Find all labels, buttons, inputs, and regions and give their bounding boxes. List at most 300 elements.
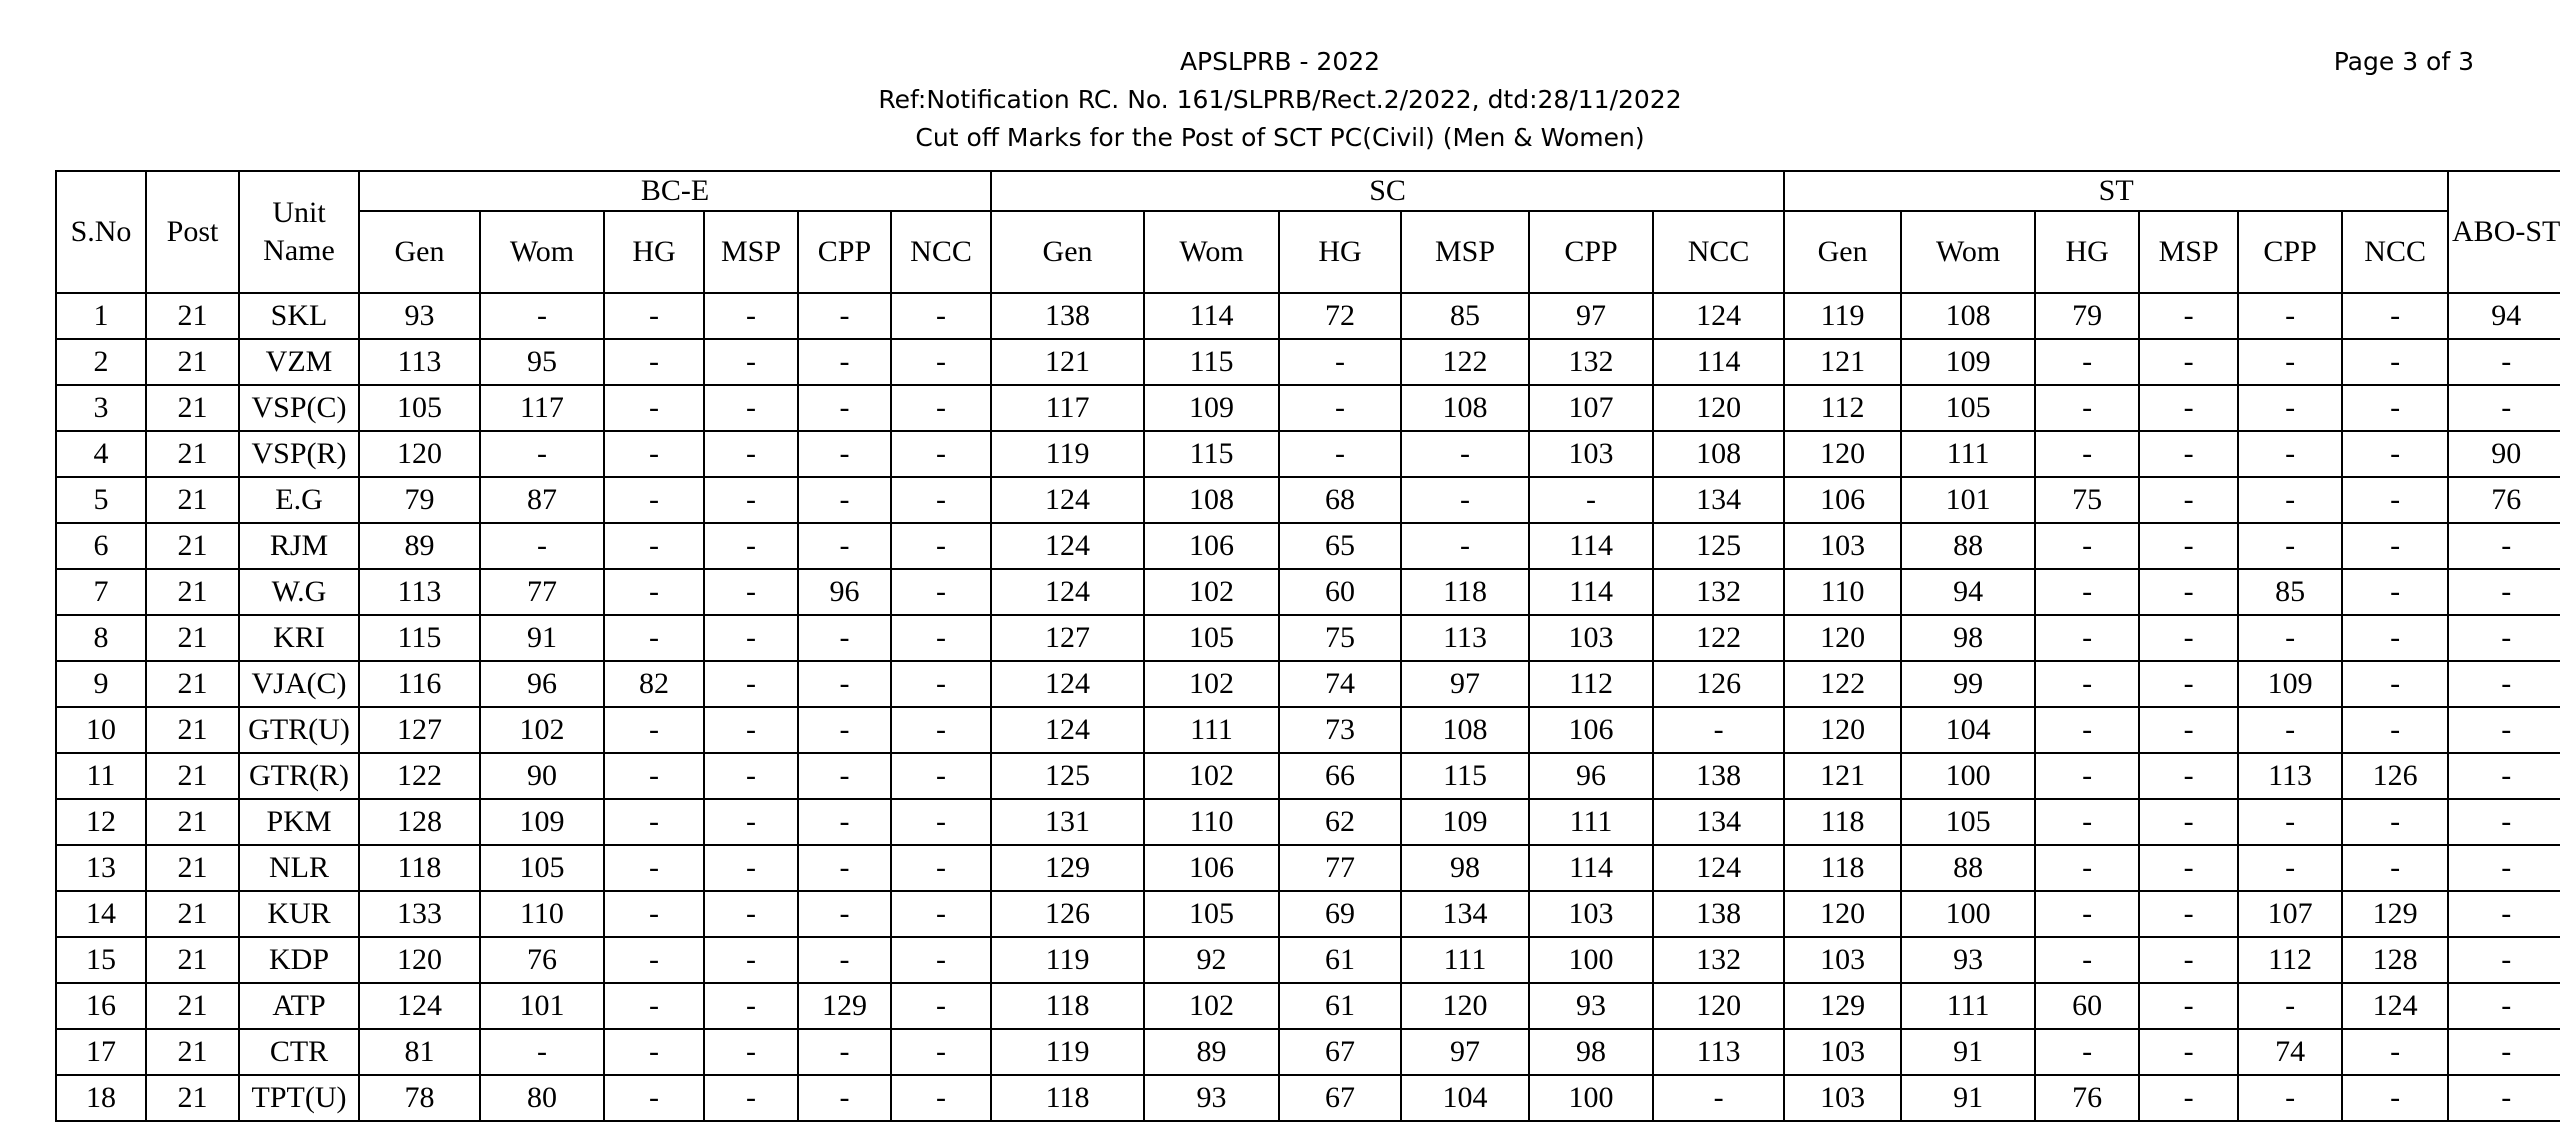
table-cell: 125 (1653, 523, 1784, 569)
table-cell: 108 (1401, 385, 1529, 431)
table-cell: 21 (146, 615, 239, 661)
col-header-unit-line1: Unit (272, 196, 326, 229)
table-cell: - (798, 385, 891, 431)
table-cell: 88 (1901, 523, 2035, 569)
table-cell: 21 (146, 523, 239, 569)
table-cell: 97 (1401, 1029, 1529, 1075)
table-cell: - (2342, 845, 2448, 891)
table-cell: SKL (239, 293, 359, 339)
table-cell: 21 (146, 799, 239, 845)
table-cell: 12 (56, 799, 146, 845)
sub-header-cell: Wom (480, 211, 604, 293)
table-cell: - (2238, 615, 2342, 661)
table-cell: - (891, 615, 991, 661)
sub-header-cell: HG (604, 211, 704, 293)
table-cell: 60 (1279, 569, 1401, 615)
table-cell: 21 (146, 845, 239, 891)
table-cell: 128 (359, 799, 480, 845)
table-cell: - (2035, 661, 2139, 707)
table-cell: 131 (991, 799, 1144, 845)
table-cell: 87 (480, 477, 604, 523)
table-cell: 103 (1784, 523, 1901, 569)
table-cell: 61 (1279, 937, 1401, 983)
table-cell: - (2035, 937, 2139, 983)
table-cell: - (2035, 615, 2139, 661)
sub-header-cell: NCC (1653, 211, 1784, 293)
table-cell: 116 (359, 661, 480, 707)
table-row (56, 1075, 2560, 1121)
table-cell: 103 (1529, 431, 1653, 477)
table-cell: - (2139, 339, 2238, 385)
table-cell: 114 (1529, 845, 1653, 891)
table-cell: - (604, 753, 704, 799)
table-cell: 2 (56, 339, 146, 385)
col-header-unit-line2: Name (263, 234, 335, 267)
table-cell: 138 (1653, 753, 1784, 799)
table-cell: - (480, 1029, 604, 1075)
sub-header-cell: HG (1279, 211, 1401, 293)
table-cell: 94 (2448, 293, 2560, 339)
document-header (0, 43, 2560, 157)
table-cell: 7 (56, 569, 146, 615)
table-cell: - (2342, 385, 2448, 431)
table-cell: RJM (239, 523, 359, 569)
table-cell: TPT(U) (239, 1075, 359, 1121)
table-cell: 111 (1529, 799, 1653, 845)
table-cell: NLR (239, 845, 359, 891)
table-cell: - (480, 523, 604, 569)
table-cell: - (2035, 339, 2139, 385)
table-cell: 119 (991, 1029, 1144, 1075)
table-cell: - (798, 293, 891, 339)
table-cell: - (704, 477, 798, 523)
table-cell: 115 (359, 615, 480, 661)
table-cell: - (2448, 983, 2560, 1029)
table-cell: 107 (1529, 385, 1653, 431)
table-row (56, 707, 2560, 753)
table-cell: - (891, 937, 991, 983)
table-row (56, 569, 2560, 615)
table-cell: 115 (1144, 431, 1279, 477)
table-cell: 114 (1529, 523, 1653, 569)
table-cell: 113 (1401, 615, 1529, 661)
table-cell: - (798, 707, 891, 753)
table-cell: - (2139, 845, 2238, 891)
table-cell: 14 (56, 891, 146, 937)
table-cell: KRI (239, 615, 359, 661)
table-cell: - (1279, 385, 1401, 431)
table-cell: 109 (1401, 799, 1529, 845)
table-cell: 21 (146, 983, 239, 1029)
table-cell: 96 (798, 569, 891, 615)
table-cell: - (798, 615, 891, 661)
table-cell: PKM (239, 799, 359, 845)
table-cell: 93 (1529, 983, 1653, 1029)
table-row (56, 477, 2560, 523)
sub-header-cell: NCC (2342, 211, 2448, 293)
table-cell: 61 (1279, 983, 1401, 1029)
table-cell: 21 (146, 707, 239, 753)
table-cell: - (891, 753, 991, 799)
table-cell: 111 (1401, 937, 1529, 983)
table-cell: 122 (1401, 339, 1529, 385)
table-cell: - (2448, 1029, 2560, 1075)
table-row (56, 799, 2560, 845)
table-cell: VZM (239, 339, 359, 385)
table-cell: - (891, 431, 991, 477)
table-cell: 126 (2342, 753, 2448, 799)
table-cell: 111 (1901, 983, 2035, 1029)
sub-header-cell: Gen (359, 211, 480, 293)
table-cell: - (2035, 385, 2139, 431)
table-cell: 101 (1901, 477, 2035, 523)
table-cell: - (2342, 569, 2448, 615)
table-cell: - (2139, 799, 2238, 845)
table-body (56, 293, 2560, 1121)
table-cell: - (2139, 385, 2238, 431)
table-row (56, 431, 2560, 477)
table-cell: - (2139, 661, 2238, 707)
table-cell: 75 (1279, 615, 1401, 661)
table-cell: 100 (1901, 891, 2035, 937)
table-cell: 118 (1784, 799, 1901, 845)
table-cell: 74 (1279, 661, 1401, 707)
table-cell: 91 (480, 615, 604, 661)
col-header-post: Post (146, 171, 239, 293)
table-cell: - (798, 799, 891, 845)
table-cell: 105 (1901, 385, 2035, 431)
sub-header-cell: MSP (704, 211, 798, 293)
table-cell: 88 (1901, 845, 2035, 891)
table-cell: 124 (991, 661, 1144, 707)
table-cell: 93 (1901, 937, 2035, 983)
table-cell: 122 (1784, 661, 1901, 707)
table-cell: 75 (2035, 477, 2139, 523)
table-cell: - (2139, 615, 2238, 661)
table-cell: VJA(C) (239, 661, 359, 707)
table-cell: - (2342, 339, 2448, 385)
table-cell: - (1279, 431, 1401, 477)
table-cell: - (2139, 707, 2238, 753)
table-cell: 124 (1653, 293, 1784, 339)
table-cell: - (480, 293, 604, 339)
table-cell: 67 (1279, 1075, 1401, 1121)
table-cell: 80 (480, 1075, 604, 1121)
table-cell: - (891, 1029, 991, 1075)
table-cell: - (1279, 339, 1401, 385)
table-cell: 121 (1784, 753, 1901, 799)
table-cell: - (798, 753, 891, 799)
table-cell: 82 (604, 661, 704, 707)
table-cell: 69 (1279, 891, 1401, 937)
table-cell: 18 (56, 1075, 146, 1121)
table-cell: 98 (1901, 615, 2035, 661)
table-cell: 102 (1144, 661, 1279, 707)
table-cell: 129 (2342, 891, 2448, 937)
table-cell: VSP(C) (239, 385, 359, 431)
table-cell: - (704, 845, 798, 891)
table-cell: 21 (146, 293, 239, 339)
table-cell: 97 (1401, 661, 1529, 707)
table-cell: - (704, 707, 798, 753)
table-cell: KUR (239, 891, 359, 937)
table-cell: 21 (146, 1075, 239, 1121)
table-cell: - (798, 339, 891, 385)
table-cell: - (2238, 293, 2342, 339)
table-cell: - (2139, 1029, 2238, 1075)
table-cell: - (891, 523, 991, 569)
table-cell: 78 (359, 1075, 480, 1121)
table-cell: - (1653, 707, 1784, 753)
table-cell: 126 (991, 891, 1144, 937)
sub-header-cell: Gen (1784, 211, 1901, 293)
table-cell: 89 (359, 523, 480, 569)
table-cell: - (704, 523, 798, 569)
table-cell: 10 (56, 707, 146, 753)
table-cell: - (704, 983, 798, 1029)
table-cell: - (2139, 477, 2238, 523)
table-cell: 112 (2238, 937, 2342, 983)
table-cell: 105 (1144, 615, 1279, 661)
table-cell: - (604, 707, 704, 753)
table-cell: 108 (1144, 477, 1279, 523)
table-cell: - (2139, 293, 2238, 339)
table-cell: 129 (991, 845, 1144, 891)
table-cell: 103 (1784, 1075, 1901, 1121)
table-cell: 124 (991, 707, 1144, 753)
sub-header-row (56, 211, 2560, 293)
table-cell: 8 (56, 615, 146, 661)
table-row (56, 937, 2560, 983)
table-cell: - (2448, 661, 2560, 707)
table-cell: - (2448, 753, 2560, 799)
group-header-st: ST (1784, 171, 2448, 211)
table-cell: - (798, 661, 891, 707)
table-cell: 77 (1279, 845, 1401, 891)
table-cell: GTR(R) (239, 753, 359, 799)
table-cell: - (704, 661, 798, 707)
table-cell: 119 (991, 431, 1144, 477)
table-row (56, 293, 2560, 339)
table-cell: - (798, 477, 891, 523)
table-cell: 113 (1653, 1029, 1784, 1075)
table-cell: 105 (1901, 799, 2035, 845)
table-cell: - (1401, 523, 1529, 569)
table-cell: - (2238, 1075, 2342, 1121)
table-cell: 124 (991, 523, 1144, 569)
table-cell: 92 (1144, 937, 1279, 983)
table-cell: 117 (480, 385, 604, 431)
table-cell: 104 (1901, 707, 2035, 753)
col-header-sno: S.No (56, 171, 146, 293)
table-cell: 112 (1529, 661, 1653, 707)
table-row (56, 523, 2560, 569)
sub-header-cell: MSP (1401, 211, 1529, 293)
table-cell: 126 (1653, 661, 1784, 707)
table-cell: 111 (1901, 431, 2035, 477)
table-cell: - (2035, 431, 2139, 477)
col-header-abo-st: ABO-ST (2448, 171, 2560, 293)
sub-header-cell: NCC (891, 211, 991, 293)
table-cell: - (891, 799, 991, 845)
table-cell: 115 (1144, 339, 1279, 385)
table-cell: - (891, 477, 991, 523)
table-cell: - (2342, 615, 2448, 661)
table-cell: - (891, 569, 991, 615)
table-cell: - (480, 431, 604, 477)
table-cell: - (2448, 707, 2560, 753)
table-cell: 76 (2448, 477, 2560, 523)
table-cell: - (604, 845, 704, 891)
table-cell: 134 (1401, 891, 1529, 937)
table-cell: 114 (1529, 569, 1653, 615)
cutoff-marks-table (55, 170, 2560, 1122)
table-cell: 103 (1784, 1029, 1901, 1075)
table-cell: 110 (1144, 799, 1279, 845)
table-cell: 65 (1279, 523, 1401, 569)
table-cell: 73 (1279, 707, 1401, 753)
table-cell: 21 (146, 891, 239, 937)
table-cell: - (2448, 385, 2560, 431)
table-cell: 17 (56, 1029, 146, 1075)
table-cell: - (891, 707, 991, 753)
table-cell: - (2139, 983, 2238, 1029)
table-cell: - (1529, 477, 1653, 523)
table-cell: 90 (2448, 431, 2560, 477)
table-cell: 21 (146, 937, 239, 983)
table-cell: - (2238, 339, 2342, 385)
table-cell: - (891, 293, 991, 339)
table-cell: 76 (2035, 1075, 2139, 1121)
table-cell: 122 (1653, 615, 1784, 661)
table-cell: 5 (56, 477, 146, 523)
group-header-bce: BC-E (359, 171, 991, 211)
table-cell: 90 (480, 753, 604, 799)
table-cell: 76 (480, 937, 604, 983)
table-cell: - (2448, 1075, 2560, 1121)
table-cell: - (2035, 1029, 2139, 1075)
table-cell: - (2139, 569, 2238, 615)
table-cell: - (2342, 293, 2448, 339)
table-cell: - (2238, 707, 2342, 753)
table-cell: 132 (1529, 339, 1653, 385)
table-cell: 106 (1144, 845, 1279, 891)
sub-header-cell: CPP (2238, 211, 2342, 293)
table-cell: - (704, 615, 798, 661)
table-cell: - (2238, 385, 2342, 431)
table-cell: 120 (1784, 891, 1901, 937)
table-cell: 120 (1784, 615, 1901, 661)
table-cell: - (2035, 569, 2139, 615)
table-cell: 124 (991, 569, 1144, 615)
table-cell: - (704, 385, 798, 431)
table-row (56, 891, 2560, 937)
table-cell: - (2238, 845, 2342, 891)
table-cell: - (798, 937, 891, 983)
table-cell: - (798, 845, 891, 891)
table-cell: 124 (1653, 845, 1784, 891)
table-cell: 121 (991, 339, 1144, 385)
table-cell: 93 (1144, 1075, 1279, 1121)
table-cell: 21 (146, 339, 239, 385)
table-cell: - (2448, 523, 2560, 569)
table-cell: - (2342, 1029, 2448, 1075)
table-cell: - (798, 523, 891, 569)
table-cell: 120 (1653, 385, 1784, 431)
table-cell: - (604, 937, 704, 983)
table-cell: - (2342, 1075, 2448, 1121)
table-cell: 74 (2238, 1029, 2342, 1075)
table-cell: 113 (359, 569, 480, 615)
table-cell: 114 (1144, 293, 1279, 339)
table-cell: 113 (2238, 753, 2342, 799)
table-cell: 132 (1653, 569, 1784, 615)
table-cell: - (604, 891, 704, 937)
table-row (56, 339, 2560, 385)
table-cell: VSP(R) (239, 431, 359, 477)
table-cell: 96 (480, 661, 604, 707)
table-cell: - (2139, 1075, 2238, 1121)
table-cell: 85 (2238, 569, 2342, 615)
table-cell: - (704, 937, 798, 983)
table-cell: - (704, 569, 798, 615)
table-cell: - (2238, 477, 2342, 523)
table-cell: 109 (1144, 385, 1279, 431)
table-cell: - (2238, 983, 2342, 1029)
table-cell: - (2448, 891, 2560, 937)
table-cell: - (704, 431, 798, 477)
table-cell: 138 (991, 293, 1144, 339)
table-cell: - (2139, 937, 2238, 983)
table-cell: - (2139, 431, 2238, 477)
table-cell: 110 (1784, 569, 1901, 615)
table-cell: 9 (56, 661, 146, 707)
table-cell: 21 (146, 385, 239, 431)
table-cell: - (604, 983, 704, 1029)
table-cell: 3 (56, 385, 146, 431)
table-cell: 114 (1653, 339, 1784, 385)
table-cell: 118 (1784, 845, 1901, 891)
table-cell: - (704, 753, 798, 799)
table-cell: 108 (1401, 707, 1529, 753)
table-cell: - (604, 477, 704, 523)
table-cell: 105 (480, 845, 604, 891)
table-cell: 95 (480, 339, 604, 385)
table-cell: 115 (1401, 753, 1529, 799)
table-cell: 77 (480, 569, 604, 615)
table-cell: - (704, 293, 798, 339)
table-cell: W.G (239, 569, 359, 615)
table-cell: 129 (798, 983, 891, 1029)
table-cell: 105 (1144, 891, 1279, 937)
table-cell: 21 (146, 431, 239, 477)
sub-header-cell: MSP (2139, 211, 2238, 293)
table-cell: - (798, 1029, 891, 1075)
table-cell: - (604, 431, 704, 477)
table-row (56, 983, 2560, 1029)
table-cell: 6 (56, 523, 146, 569)
table-cell: - (604, 339, 704, 385)
table-cell: 21 (146, 1029, 239, 1075)
table-cell: 124 (991, 477, 1144, 523)
table-cell: - (2035, 891, 2139, 937)
table-cell: 108 (1901, 293, 2035, 339)
table-cell: - (2448, 845, 2560, 891)
table-row (56, 1029, 2560, 1075)
table-cell: 68 (1279, 477, 1401, 523)
table-cell: - (604, 523, 704, 569)
table-cell: 112 (1784, 385, 1901, 431)
